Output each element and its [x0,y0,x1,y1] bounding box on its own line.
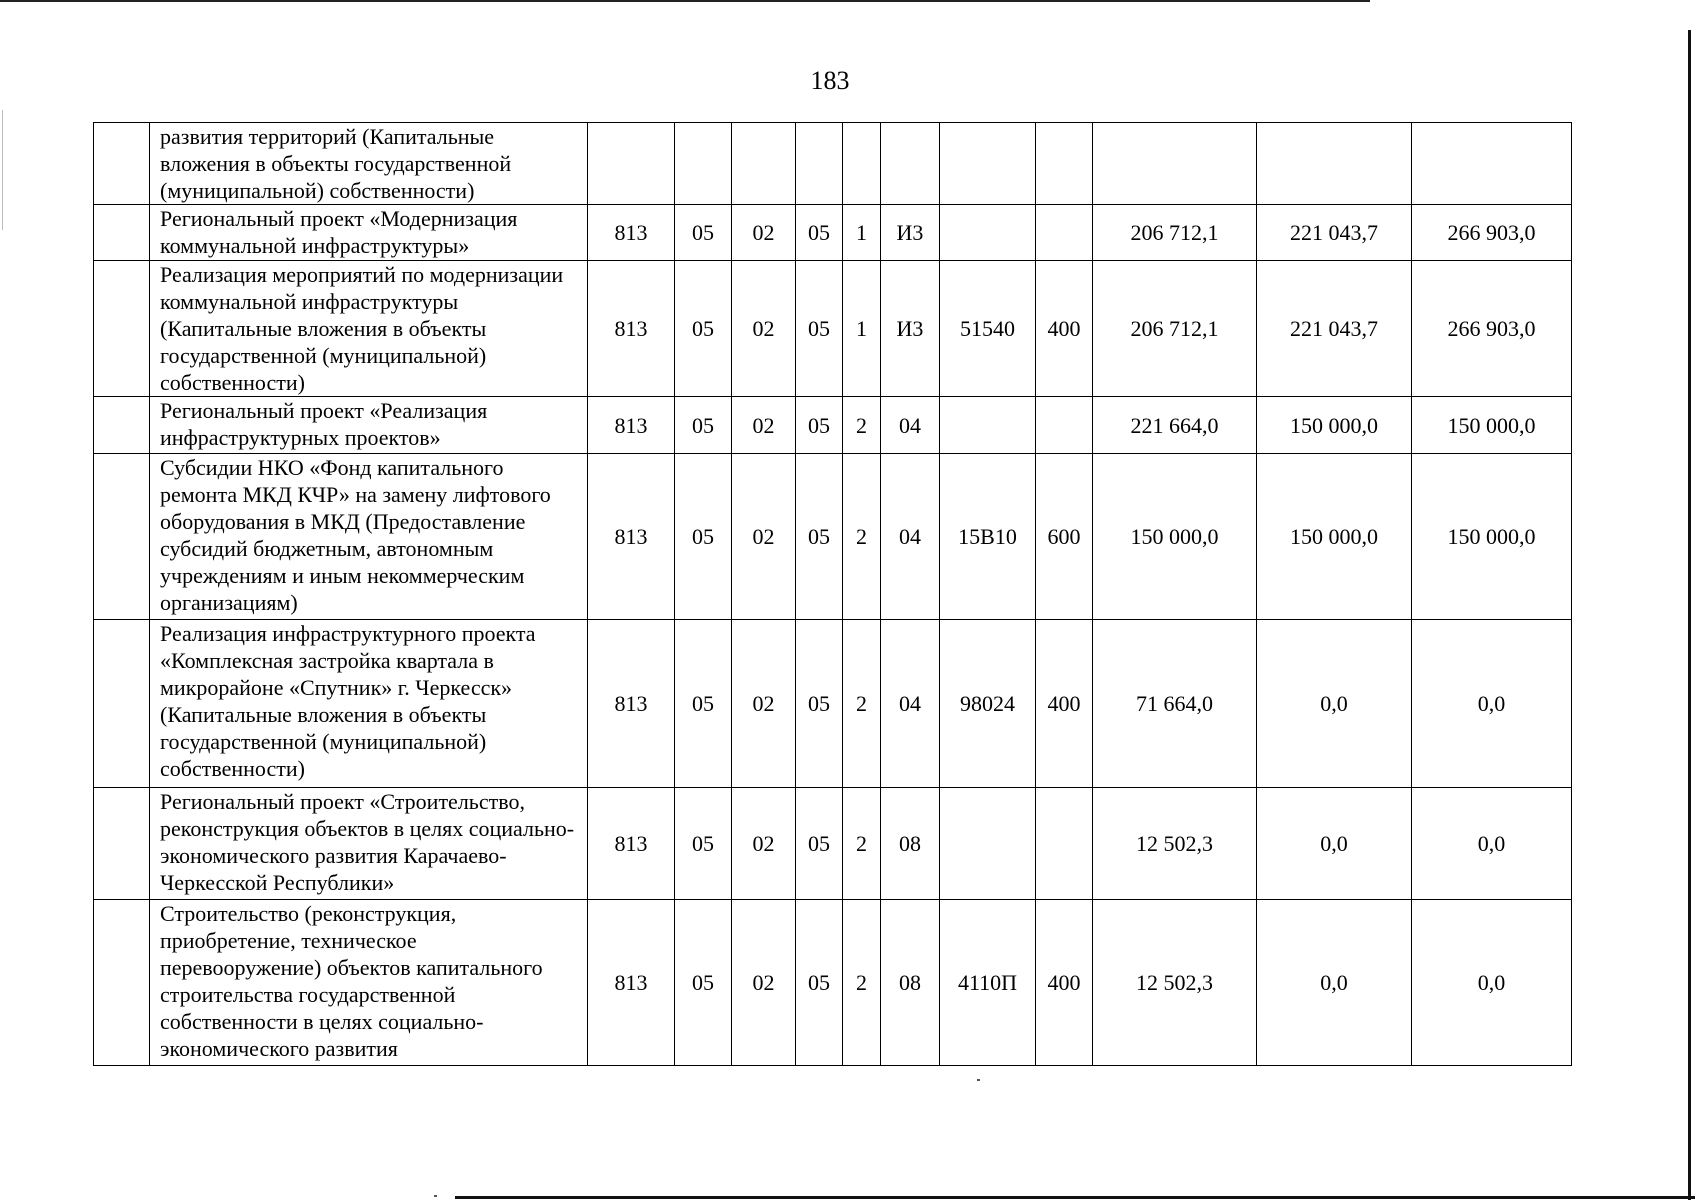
vedomstvo-cell [588,123,675,205]
napravlenie-cell: 98024 [940,620,1036,788]
scan-speck [434,1195,437,1197]
razdel-cell: 05 [675,620,732,788]
sum3-cell: 0,0 [1412,788,1572,900]
podprogramma-cell: 1 [843,261,881,397]
razdel-cell: 05 [675,900,732,1066]
sum3-cell: 150 000,0 [1412,397,1572,454]
table-row [94,397,1572,454]
podrazdel-cell: 02 [732,788,796,900]
row-index-cell [94,900,150,1066]
item-name-cell: Реализация инфраструктурного проекта «Комплексная застройка квартала в микрорайоне «Спутник» г. Черкесск» (Капитальные вложения в объекты государственной (муниципальной) собственности) [150,620,588,788]
podrazdel-cell: 02 [732,261,796,397]
podprogramma-cell: 2 [843,788,881,900]
podprogramma-cell: 2 [843,454,881,620]
podrazdel-cell [732,123,796,205]
item-name-cell: Региональный проект «Реализация инфраструктурных проектов» [150,397,588,454]
row-index-cell [94,454,150,620]
sum1-cell: 12 502,3 [1093,788,1257,900]
sum1-cell: 12 502,3 [1093,900,1257,1066]
sum2-cell: 0,0 [1257,788,1412,900]
item-name-cell: Региональный проект «Модернизация коммунальной инфраструктуры» [150,205,588,261]
podrazdel-cell: 02 [732,620,796,788]
napravlenie-cell: 4110П [940,900,1036,1066]
table-body [94,123,1572,1066]
sum2-cell: 221 043,7 [1257,261,1412,397]
budget-table [93,122,1572,1066]
table-row [94,620,1572,788]
podrazdel-cell: 02 [732,900,796,1066]
sum1-cell: 71 664,0 [1093,620,1257,788]
scan-speck [977,1079,980,1081]
sum2-cell: 0,0 [1257,900,1412,1066]
podprogramma-cell [843,123,881,205]
podrazdel-cell: 02 [732,397,796,454]
vedomstvo-cell: 813 [588,900,675,1066]
vedomstvo-cell: 813 [588,205,675,261]
row-index-cell [94,123,150,205]
table-row [94,900,1572,1066]
row-index-cell [94,620,150,788]
scan-edge-right [1688,30,1691,1200]
razdel-cell: 05 [675,788,732,900]
sum2-cell: 150 000,0 [1257,397,1412,454]
programma-cell: 05 [796,454,843,620]
napravlenie-cell: 51540 [940,261,1036,397]
sum3-cell: 150 000,0 [1412,454,1572,620]
scan-edge-bottom [455,1196,1695,1199]
podprogramma-cell: 2 [843,620,881,788]
napravlenie-cell [940,788,1036,900]
sum1-cell: 206 712,1 [1093,261,1257,397]
meropriyatie-cell: 08 [881,900,940,1066]
razdel-cell: 05 [675,261,732,397]
meropriyatie-cell [881,123,940,205]
razdel-cell: 05 [675,205,732,261]
sum1-cell: 221 664,0 [1093,397,1257,454]
napravlenie-cell [940,123,1036,205]
table-row [94,454,1572,620]
vedomstvo-cell: 813 [588,454,675,620]
item-name-cell: Субсидии НКО «Фонд капитального ремонта МКД КЧР» на замену лифтового оборудования в МКД (Предоставление субсидий бюджетным, автономным учреждениям и иным некоммерческим организациям) [150,454,588,620]
meropriyatie-cell: 04 [881,620,940,788]
row-index-cell [94,261,150,397]
meropriyatie-cell: И3 [881,261,940,397]
meropriyatie-cell: 04 [881,454,940,620]
razdel-cell [675,123,732,205]
napravlenie-cell [940,205,1036,261]
vid-rashodov-cell: 400 [1036,900,1093,1066]
napravlenie-cell [940,397,1036,454]
sum3-cell: 266 903,0 [1412,261,1572,397]
sum1-cell: 150 000,0 [1093,454,1257,620]
programma-cell: 05 [796,261,843,397]
podprogramma-cell: 2 [843,900,881,1066]
item-name-cell: Региональный проект «Строительство, реконструкция объектов в целях социально-экономического развития Карачаево-Черкесской Республики» [150,788,588,900]
sum2-cell: 221 043,7 [1257,205,1412,261]
table-row [94,123,1572,205]
vid-rashodov-cell [1036,205,1093,261]
sum2-cell: 0,0 [1257,620,1412,788]
vid-rashodov-cell [1036,788,1093,900]
sum2-cell [1257,123,1412,205]
vedomstvo-cell: 813 [588,620,675,788]
sum3-cell: 0,0 [1412,620,1572,788]
programma-cell: 05 [796,205,843,261]
napravlenie-cell: 15B10 [940,454,1036,620]
sum3-cell: 266 903,0 [1412,205,1572,261]
sum3-cell [1412,123,1572,205]
meropriyatie-cell: 08 [881,788,940,900]
table-row [94,205,1572,261]
sum1-cell: 206 712,1 [1093,205,1257,261]
programma-cell: 05 [796,620,843,788]
row-index-cell [94,788,150,900]
podrazdel-cell: 02 [732,205,796,261]
sum3-cell: 0,0 [1412,900,1572,1066]
programma-cell [796,123,843,205]
sum2-cell: 150 000,0 [1257,454,1412,620]
row-index-cell [94,397,150,454]
item-name-cell: развития территорий (Капитальные вложения в объекты государственной (муниципальной) собственности) [150,123,588,205]
razdel-cell: 05 [675,397,732,454]
vedomstvo-cell: 813 [588,261,675,397]
scan-edge-left [2,110,3,230]
table-row [94,261,1572,397]
row-index-cell [94,205,150,261]
meropriyatie-cell: И3 [881,205,940,261]
scan-edge-top [0,0,1370,2]
podprogramma-cell: 2 [843,397,881,454]
vid-rashodov-cell [1036,397,1093,454]
vedomstvo-cell: 813 [588,397,675,454]
programma-cell: 05 [796,788,843,900]
sum1-cell [1093,123,1257,205]
razdel-cell: 05 [675,454,732,620]
vid-rashodov-cell: 400 [1036,620,1093,788]
programma-cell: 05 [796,900,843,1066]
podrazdel-cell: 02 [732,454,796,620]
podprogramma-cell: 1 [843,205,881,261]
item-name-cell: Строительство (реконструкция, приобретение, техническое перевооружение) объектов капитального строительства государственной собственности в целях социально-экономического развития [150,900,588,1066]
vid-rashodov-cell [1036,123,1093,205]
page-number: 183 [810,66,850,95]
item-name-cell: Реализация мероприятий по модернизации коммунальной инфраструктуры (Капитальные вложения в объекты государственной (муниципальной) собственности) [150,261,588,397]
meropriyatie-cell: 04 [881,397,940,454]
table-row [94,788,1572,900]
vid-rashodov-cell: 400 [1036,261,1093,397]
vedomstvo-cell: 813 [588,788,675,900]
programma-cell: 05 [796,397,843,454]
vid-rashodov-cell: 600 [1036,454,1093,620]
